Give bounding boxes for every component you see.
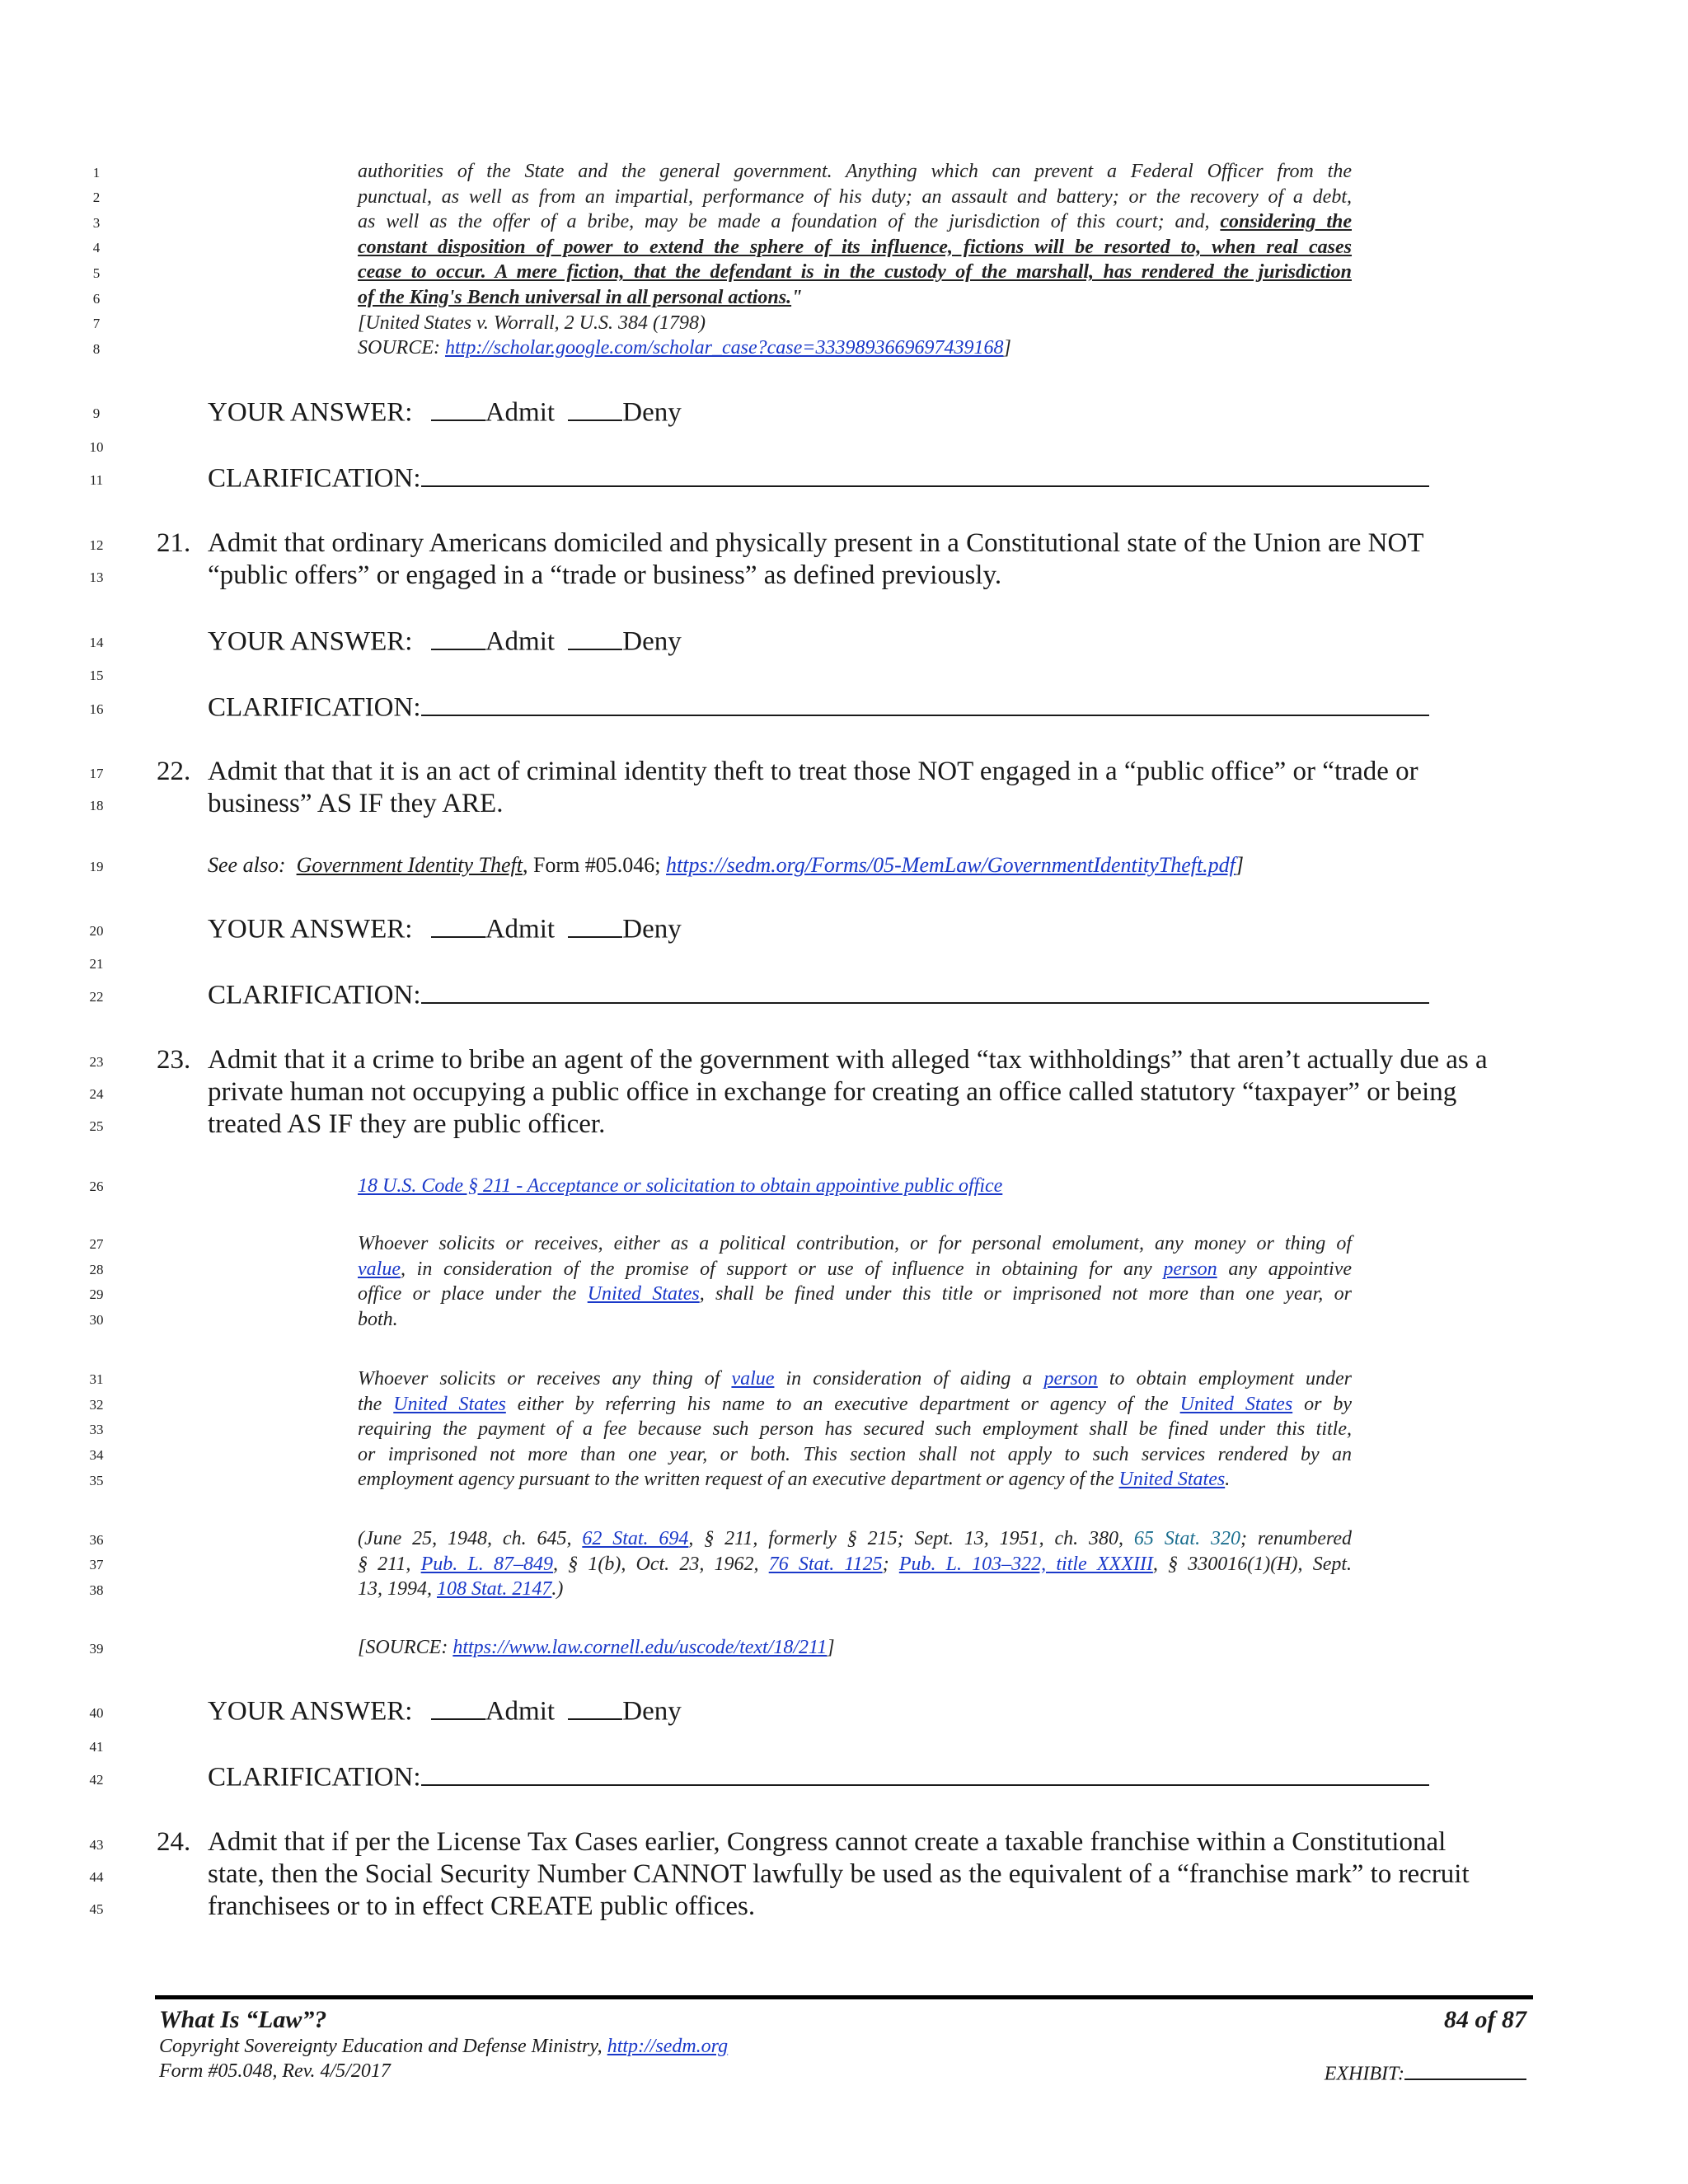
quote-text: office or place under the [358,1283,577,1305]
line-number: 34 [89,1447,104,1463]
line-number: 23 [89,1054,104,1070]
quote-text: , § 211, formerly § 215; Sept. 13, 1951, ch. 380, [688,1528,1123,1549]
person-link[interactable]: person [1163,1258,1217,1280]
bracket: ] [1003,337,1011,359]
quote-text: (June 25, 1948, ch. 645, [358,1528,572,1549]
exhibit-field [1325,2060,1526,2086]
quote-line [358,1552,1352,1577]
emphasis-text: considering the [1220,211,1353,233]
united-states-link[interactable]: United States [1179,1393,1293,1415]
emphasis-line: constant disposition of power to extend the sphere of its influence, fictions will be resorted to, when real cases [358,236,1352,258]
deny-label: Deny [622,914,682,944]
quote-line: or imprisoned not more than one year, or both. This section shall not apply to such services rendered by an [358,1443,1352,1465]
quote-text: ; renumbered [1240,1528,1353,1549]
quote-line [358,285,1352,311]
statute-heading-link[interactable]: 18 U.S. Code § 211 - Acceptance or solicitation to obtain appointive public office [358,1175,1003,1197]
line-number: 17 [89,766,104,781]
line-number: 33 [89,1422,104,1437]
see-also-link[interactable]: https://sedm.org/Forms/05-MemLaw/GovernmentIdentityTheft.pdf [666,853,1236,877]
admission-item [157,756,1517,820]
admit-label: Admit [485,626,556,657]
item-line: state, then the Social Security Number CANNOT lawfully be used as the equivalent of a “franchise mark” to recruit [208,1859,1470,1889]
item-line: treated AS IF they are public officer. [208,1109,606,1139]
person-link[interactable]: person [1043,1368,1098,1390]
deny-blank[interactable] [568,624,622,650]
quote-line [358,1392,1352,1418]
line-number: 2 [92,190,101,205]
item-text [208,1044,1517,1141]
statute-history [358,1526,1352,1602]
worrall-quote [358,159,1352,361]
line-number: 29 [89,1286,104,1302]
clarification-label: CLARIFICATION: [208,463,421,494]
page-number: 84 of 87 [1444,2006,1526,2033]
deny-blank[interactable] [568,1694,622,1720]
united-states-link[interactable]: United States [587,1283,700,1305]
answer-row [208,1694,682,1727]
line-number: 39 [89,1641,104,1657]
line-number: 31 [89,1371,104,1387]
clarification-label: CLARIFICATION: [208,1762,421,1793]
your-answer-label: YOUR ANSWER: [208,626,413,657]
admit-blank[interactable] [431,1694,485,1720]
clarification-blank[interactable] [421,1760,1429,1786]
item-line: Admit that ordinary Americans domiciled and physically present in a Constitutional state of the Union are NOT [208,528,1424,558]
line-number: 19 [89,859,104,874]
value-link[interactable]: value [358,1258,401,1280]
footer-document-title: What Is “Law”? [159,2006,327,2033]
statute-paragraph-1 [358,1231,1352,1332]
see-also [208,853,1244,878]
line-number: 16 [89,701,104,717]
item-line: private human not occupying a public office in exchange for creating an office called statutory “taxpayer” or being [208,1077,1457,1107]
item-line: Admit that that it is an act of criminal identity theft to treat those NOT engaged in a “public office” or “trade or [208,757,1418,786]
source-line [358,335,1352,361]
line-number: 4 [92,240,101,255]
quote-text: either by referring his name to an executive department or agency of the [517,1393,1169,1415]
quote-text: the [358,1393,382,1415]
quote-text: Whoever solicits or receives any thing of [358,1368,720,1390]
clarification-row [208,1760,1429,1793]
line-number: 32 [89,1397,104,1413]
answer-row [208,395,682,429]
item-line: franchisees or to in effect CREATE public offices. [208,1891,756,1921]
clarification-blank[interactable] [421,977,1429,1004]
stat-link[interactable]: 62 Stat. 694 [582,1528,689,1549]
clarification-row [208,461,1429,494]
your-answer-label: YOUR ANSWER: [208,397,413,428]
line-number: 5 [92,265,101,281]
admission-item [157,1826,1517,1923]
quote-line [358,1526,1352,1552]
quote-line: requiring the payment of a fee because such person has secured such employment shall be fined under this title, [358,1418,1352,1441]
admit-label: Admit [485,1696,556,1727]
line-number: 14 [89,635,104,650]
exhibit-blank[interactable] [1404,2060,1526,2080]
line-number: 11 [89,472,104,488]
footer-form-number: Form #05.048, Rev. 4/5/2017 [159,2060,391,2082]
bracket: ] [1235,853,1245,877]
stat-link[interactable]: 76 Stat. 1125 [768,1553,883,1575]
answer-row [208,912,682,945]
line-number: 24 [89,1086,104,1102]
quote-text: . [1225,1469,1231,1491]
quote-line [358,1282,1352,1307]
quote-line [358,1366,1352,1392]
quote-text: , § 1(b), Oct. 23, 1962, [552,1553,759,1575]
item-text [208,1826,1517,1923]
item-number: 24. [157,1827,191,1857]
item-number: 22. [157,757,191,786]
line-number: 8 [92,341,101,357]
line-number: 45 [89,1901,104,1917]
deny-label: Deny [622,626,682,657]
line-number: 41 [89,1739,104,1755]
quote-text: any appointive [1228,1258,1353,1280]
quote-line: both. [358,1308,398,1330]
item-line: Admit that if per the License Tax Cases earlier, Congress cannot create a taxable franchise within a Constitutional [208,1827,1447,1857]
item-number: 21. [157,528,191,558]
line-number: 37 [89,1557,104,1572]
emphasis-line: cease to occur. A mere fiction, that the defendant is in the custody of the marshall, has rendered the jurisdiction [358,261,1352,284]
line-number: 12 [89,537,104,553]
quote-text: 13, 1994, [358,1578,432,1601]
pub-law-link[interactable]: Pub. L. 103–322, title XXXIII [898,1553,1153,1575]
clarification-blank[interactable] [421,690,1429,716]
source-label: SOURCE: [358,337,440,359]
see-also-form: , Form #05.046; [522,853,661,877]
deny-label: Deny [622,1696,682,1727]
line-number: 1 [92,165,101,180]
answer-row [208,624,682,658]
quote-text: employment agency pursuant to the written request of an executive department or agency of the [358,1469,1114,1491]
clarification-label: CLARIFICATION: [208,692,421,723]
line-number: 6 [92,291,101,307]
closing-quote: " [791,286,803,308]
line-number: 36 [89,1532,104,1548]
admission-item [157,527,1517,592]
deny-blank[interactable] [568,912,622,938]
line-number: 10 [89,439,104,455]
line-number: 20 [89,923,104,939]
line-number: 42 [89,1772,104,1788]
clarification-blank[interactable] [421,461,1429,487]
item-line: Admit that it a crime to bribe an agent of the government with alleged “tax withholdings” that aren’t actually due as a [208,1045,1488,1075]
line-number: 38 [89,1582,104,1598]
statute-heading-line [358,1174,1352,1199]
quote-text: , in consideration of the promise of support or use of influence in obtaining for any [400,1258,1152,1280]
line-number: 40 [89,1705,104,1721]
clarification-row [208,977,1429,1011]
source-link[interactable]: http://scholar.google.com/scholar_case?case=3339893669697439168 [444,337,1004,359]
your-answer-label: YOUR ANSWER: [208,914,413,944]
line-number: 35 [89,1473,104,1488]
quote-text: to obtain employment under [1109,1368,1352,1390]
value-link[interactable]: value [731,1368,775,1390]
see-also-label: See also: [208,853,286,877]
stat-reference: 65 Stat. 320 [1133,1528,1240,1549]
clarification-label: CLARIFICATION: [208,980,421,1010]
line-number: 15 [89,668,104,683]
line-number: 18 [89,798,104,813]
deny-blank[interactable] [568,395,622,421]
line-number: 26 [89,1179,104,1194]
quote-text: ; [882,1553,889,1575]
usc-211-heading-block [358,1174,1352,1199]
quote-line [358,1257,1352,1282]
stat-link[interactable]: 108 Stat. 2147 [437,1578,552,1601]
quote-text: as well as the offer of a bribe, may be made a foundation of the jurisdiction of this court; and, [358,211,1210,233]
line-number: 9 [92,405,101,421]
line-number: 25 [89,1118,104,1134]
line-number: 28 [89,1262,104,1277]
admit-blank[interactable] [431,395,485,421]
citation: [United States v. Worrall, 2 U.S. 384 (1798) [358,312,706,334]
source-link[interactable]: https://www.law.cornell.edu/uscode/text/18/211 [452,1637,828,1658]
line-number: 3 [92,215,101,231]
line-number: 30 [89,1312,104,1328]
quote-line [358,1467,1352,1493]
statute-paragraph-2 [358,1366,1352,1493]
pub-law-link[interactable]: Pub. L. 87–849 [420,1553,553,1575]
bracket: ] [827,1637,835,1658]
admit-blank[interactable] [431,624,485,650]
line-number: 43 [89,1837,104,1853]
statute-source [358,1635,1352,1661]
your-answer-label: YOUR ANSWER: [208,1696,413,1727]
admit-label: Admit [485,914,556,944]
quote-line: Whoever solicits or receives, either as a political contribution, or for personal emolument, any money or thing of [358,1233,1352,1254]
quote-text: § 211, [358,1553,411,1575]
source-line [358,1635,1352,1661]
quote-text: .) [551,1578,564,1601]
quote-text: in consideration of aiding a [785,1368,1033,1390]
deny-label: Deny [622,397,682,428]
quote-line [358,209,1352,235]
quote-line: authorities of the State and the general government. Anything which can prevent a Federal Officer from the [358,161,1352,182]
item-number: 23. [157,1045,191,1075]
line-number: 21 [89,956,104,972]
footer-copyright [159,2036,728,2058]
footer-divider [155,1995,1533,1999]
admit-blank[interactable] [431,912,485,938]
line-number: 22 [89,989,104,1005]
united-states-link[interactable]: United States [393,1393,506,1415]
quote-text: , shall be fined under this title or imprisoned not more than one year, or [699,1283,1352,1305]
item-line: “public offers” or engaged in a “trade or business” as defined previously. [208,560,1002,590]
see-also-title[interactable]: Government Identity Theft [296,853,523,877]
quote-text: , § 330016(1)(H), Sept. [1152,1553,1353,1575]
item-text [208,527,1517,592]
line-number: 27 [89,1236,104,1252]
exhibit-label: EXHIBIT: [1324,2063,1404,2085]
admission-item [157,1044,1517,1141]
quote-line: punctual, as well as from an impartial, performance of his duty; an assault and battery; or the recovery of a debt, [358,185,1352,208]
copyright-text: Copyright Sovereignty Education and Defense Ministry, [159,2036,603,2057]
united-states-link[interactable]: United States [1118,1469,1226,1491]
quote-text: or by [1304,1393,1353,1415]
line-number: 7 [92,316,101,331]
item-line: business” AS IF they ARE. [208,789,504,818]
line-number: 13 [89,569,104,585]
quote-line [358,1577,1352,1602]
source-label: [SOURCE: [358,1637,448,1658]
clarification-row [208,690,1429,724]
admit-label: Admit [485,397,556,428]
sedm-link[interactable]: http://sedm.org [607,2036,729,2057]
item-text [208,756,1517,820]
line-number: 44 [89,1869,104,1885]
emphasis-text: of the King's Bench universal in all personal actions. [358,286,792,308]
